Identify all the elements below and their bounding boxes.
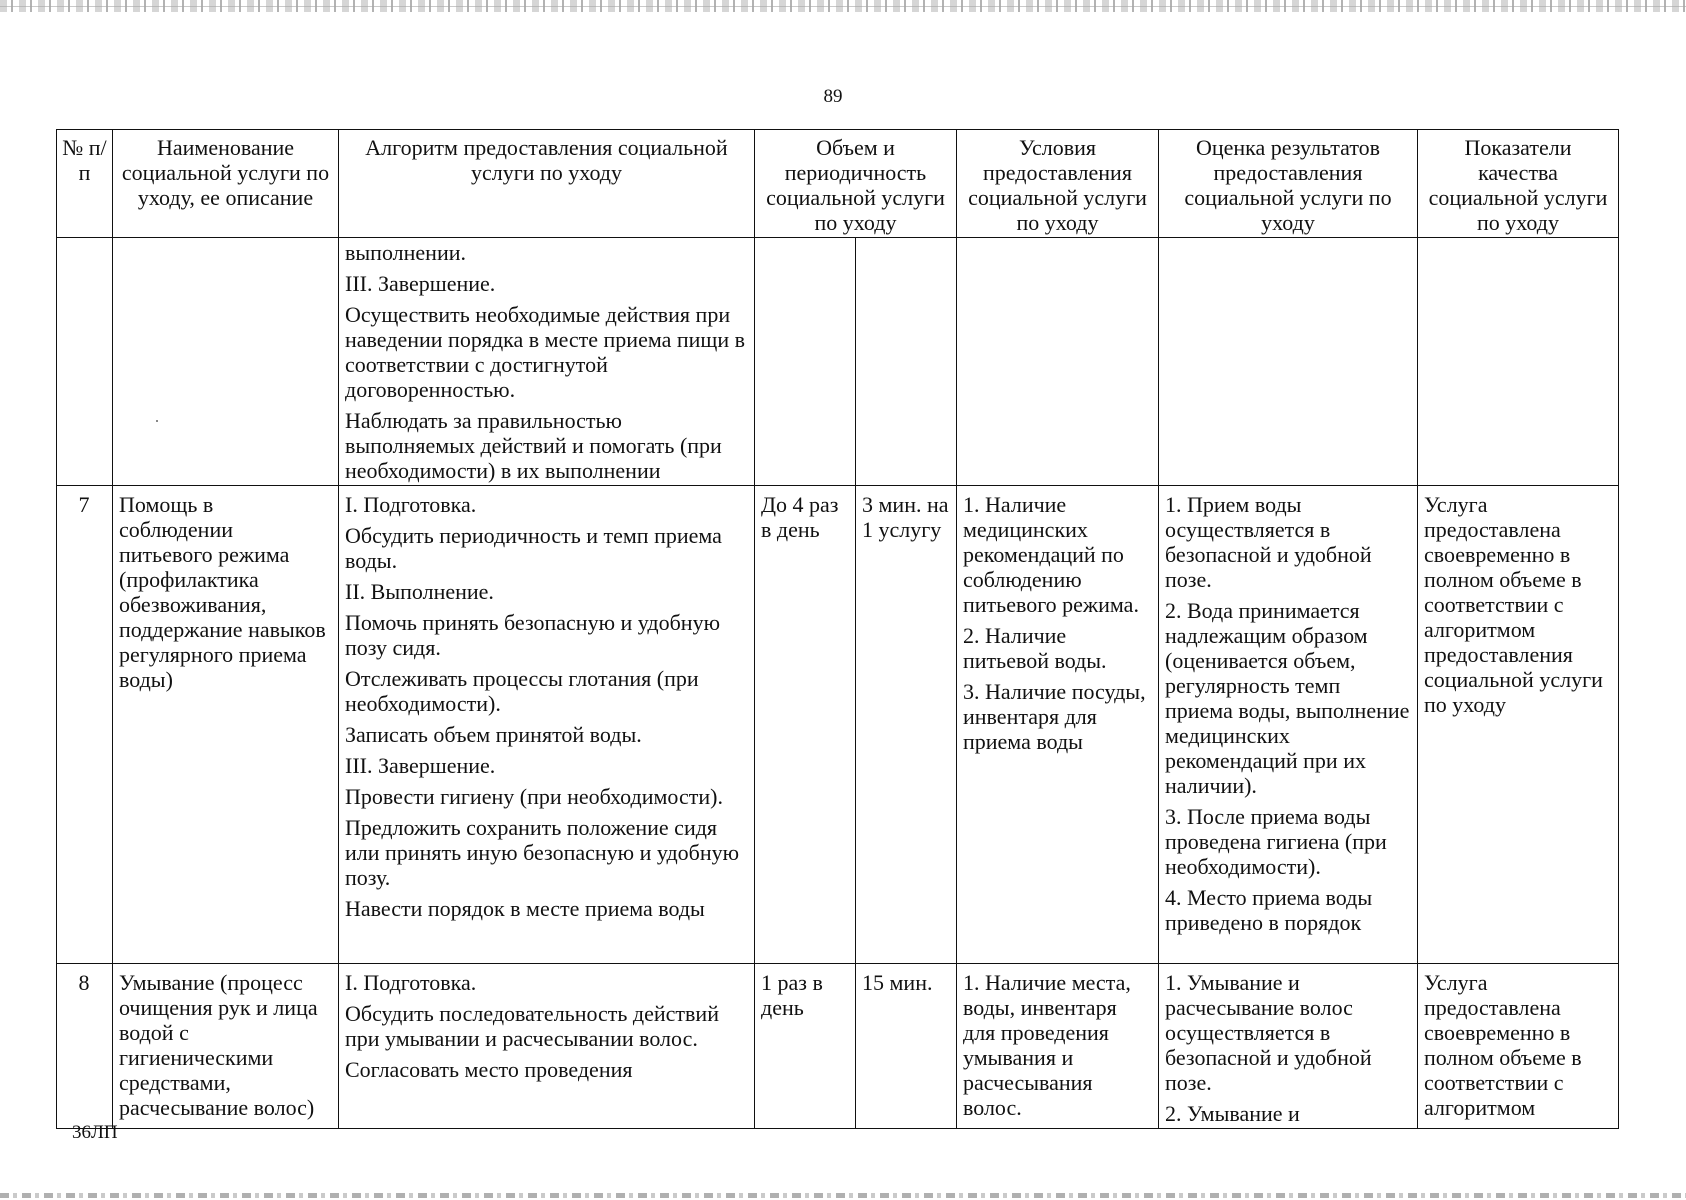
condition-item: 2. Наличие питьевой воды. bbox=[963, 623, 1107, 673]
header-number: № п/п bbox=[57, 130, 113, 238]
cell-volume: 3 мин. на 1 услугу bbox=[856, 486, 957, 964]
table-row-8 bbox=[57, 964, 1619, 1129]
algorithm-step: III. Завершение. bbox=[345, 271, 496, 296]
algorithm-step: Обсудить последовательность действий при умывании и расчесывании волос. bbox=[345, 1001, 719, 1051]
cell-quality bbox=[1418, 238, 1619, 486]
cell-conditions bbox=[957, 964, 1159, 1129]
condition-item: 1. Наличие медицинских рекомендаций по соблюдению питьевого режима. bbox=[963, 492, 1139, 617]
algorithm-step: Отслеживать процессы глотания (при необходимости). bbox=[345, 666, 699, 716]
cell-algorithm bbox=[339, 964, 755, 1129]
table-row-7 bbox=[57, 486, 1619, 964]
cell-service-name: Помощь в соблюдении питьевого режима (профилактика обезвоживания, поддержание навыков регулярного приема воды) bbox=[113, 486, 339, 964]
cell-service-name: Умывание (процесс очищения рук и лица водой с гигиеническими средствами, расчесывание волос) bbox=[113, 964, 339, 1129]
header-algorithm: Алгоритм предоставления социальной услуги по уходу bbox=[339, 130, 755, 238]
scan-edge-bottom bbox=[0, 1193, 1686, 1198]
cell-evaluation bbox=[1159, 964, 1418, 1129]
cell-number: 8 bbox=[57, 964, 113, 1129]
header-quality: Показатели качества социальной услуги по уходу bbox=[1418, 130, 1619, 238]
algorithm-step: II. Выполнение. bbox=[345, 579, 494, 604]
evaluation-item: 2. Умывание и bbox=[1165, 1101, 1300, 1126]
header-evaluation: Оценка результатов предоставления социальной услуги по уходу bbox=[1159, 130, 1418, 238]
table-row-continuation bbox=[57, 238, 1619, 486]
algorithm-step: Наблюдать за правильностью выполняемых действий и помогать (при необходимости) в их выполнении bbox=[345, 408, 722, 483]
algorithm-step: Помочь принять безопасную и удобную позу сидя. bbox=[345, 610, 720, 660]
condition-item: 3. Наличие посуды, инвентаря для приема воды bbox=[963, 679, 1146, 754]
cell-conditions bbox=[957, 486, 1159, 964]
cell-frequency: До 4 раз в день bbox=[755, 486, 856, 964]
header-conditions: Условия предоставления социальной услуги по уходу bbox=[957, 130, 1159, 238]
cell-algorithm bbox=[339, 238, 755, 486]
header-volume-frequency: Объем и периодичность социальной услуги по уходу bbox=[755, 130, 957, 238]
services-table bbox=[56, 129, 1619, 1129]
cell-volume: 15 мин. bbox=[856, 964, 957, 1129]
evaluation-item: 2. Вода принимается надлежащим образом (оценивается объем, регулярность темп приема воды, выполнение медицинских рекомендаций при их наличии). bbox=[1165, 598, 1410, 798]
algorithm-step: Навести порядок в месте приема воды bbox=[345, 896, 705, 921]
table-header-row bbox=[57, 130, 1619, 238]
evaluation-item: 4. Место приема воды приведено в порядок bbox=[1165, 885, 1373, 935]
algorithm-step: I. Подготовка. bbox=[345, 492, 477, 517]
cell-frequency bbox=[755, 238, 856, 486]
cell-number: 7 bbox=[57, 486, 113, 964]
cell-frequency: 1 раз в день bbox=[755, 964, 856, 1129]
algorithm-step: выполнении. bbox=[345, 240, 466, 265]
algorithm-step: Обсудить периодичность и темп приема воды. bbox=[345, 523, 722, 573]
algorithm-step: Предложить сохранить положение сидя или принять иную безопасную и удобную позу. bbox=[345, 815, 740, 890]
cell-quality: Услуга предоставлена своевременно в полном объеме в соответствии с алгоритмом предоставления социальной услуги по уходу bbox=[1418, 486, 1619, 964]
cell-volume bbox=[856, 238, 957, 486]
cell-algorithm bbox=[339, 486, 755, 964]
cell-evaluation bbox=[1159, 238, 1418, 486]
algorithm-step: III. Завершение. bbox=[345, 753, 496, 778]
cell-number bbox=[57, 238, 113, 486]
scan-edge-top bbox=[0, 0, 1686, 12]
condition-item: 1. Наличие места, воды, инвентаря для проведения умывания и расчесывания волос. bbox=[963, 970, 1131, 1120]
algorithm-step: Записать объем принятой воды. bbox=[345, 722, 642, 747]
algorithm-step: Согласовать место проведения bbox=[345, 1057, 633, 1082]
cell-service-name bbox=[113, 238, 339, 486]
scan-speck bbox=[156, 420, 158, 422]
algorithm-step: Провести гигиену (при необходимости). bbox=[345, 784, 723, 809]
evaluation-item: 3. После приема воды проведена гигиена (при необходимости). bbox=[1165, 804, 1387, 879]
page-number: 89 bbox=[823, 86, 843, 107]
footer-code: 36ЛП bbox=[72, 1122, 118, 1143]
cell-conditions bbox=[957, 238, 1159, 486]
cell-evaluation bbox=[1159, 486, 1418, 964]
algorithm-step: Осуществить необходимые действия при наведении порядка в месте приема пищи в соответствии с достигнутой договоренностью. bbox=[345, 302, 746, 402]
header-service-name: Наименование социальной услуги по уходу, ее описание bbox=[113, 130, 339, 238]
algorithm-step: I. Подготовка. bbox=[345, 970, 477, 995]
evaluation-item: 1. Умывание и расчесывание волос осуществляется в безопасной и удобной позе. bbox=[1165, 970, 1372, 1095]
cell-quality: Услуга предоставлена своевременно в полном объеме в соответствии с алгоритмом bbox=[1418, 964, 1619, 1129]
evaluation-item: 1. Прием воды осуществляется в безопасной и удобной позе. bbox=[1165, 492, 1372, 592]
